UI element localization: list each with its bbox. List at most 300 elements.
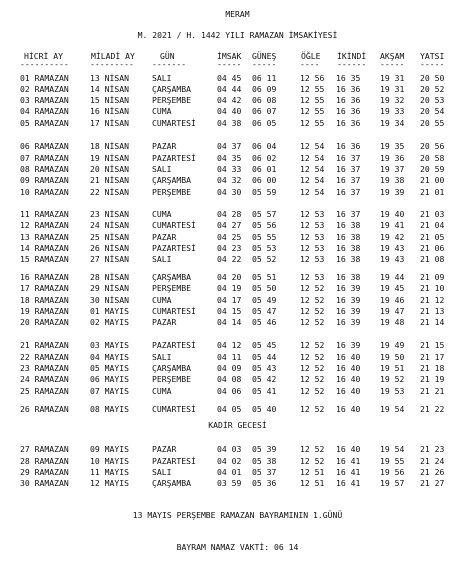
imsak-cell-part: 04 <box>217 467 227 477</box>
yatsi-cell <box>420 118 444 128</box>
imsak-cell-part: 33 <box>231 164 242 174</box>
gun-cell <box>152 106 172 116</box>
ikindi-cell-part: 41 <box>350 478 361 488</box>
gunes-cell-part: 51 <box>266 272 277 282</box>
aksam-cell-part: 19 <box>380 404 390 414</box>
yatsi-cell <box>420 404 444 414</box>
table-row <box>0 243 475 253</box>
aksam-cell-part: 54 <box>394 404 405 414</box>
miladi-cell <box>90 295 129 305</box>
miladi-cell <box>90 363 129 373</box>
imsak-cell-part: 20 <box>231 272 242 282</box>
ikindi-cell <box>336 444 360 454</box>
imsak-cell-part: 44 <box>231 84 242 94</box>
imsak-cell <box>217 386 241 396</box>
gunes-cell-part: 05 <box>266 118 277 128</box>
gunes-cell-part: 42 <box>266 374 277 384</box>
imsak-cell <box>217 243 241 253</box>
aksam-cell <box>380 243 404 253</box>
aksam-cell-part: 19 <box>380 232 390 242</box>
aksam-cell-part: 19 <box>380 306 390 316</box>
gun-cell-part: SALI <box>152 467 172 477</box>
ogle-cell-part: 12 <box>300 306 310 316</box>
gun-cell-part: CUMARTESİ <box>152 118 196 128</box>
ogle-cell-part: 56 <box>314 73 325 83</box>
table-row <box>0 209 475 219</box>
aksam-cell-part: 35 <box>394 141 405 151</box>
gunes-cell-part: 41 <box>266 386 277 396</box>
miladi-cell-part: 07 <box>90 386 100 396</box>
hicri-cell <box>20 363 69 373</box>
miladi-cell-part: MAYIS <box>104 352 129 362</box>
ikindi-cell-part: 39 <box>350 340 361 350</box>
gunes-cell <box>252 386 276 396</box>
miladi-cell <box>90 386 129 396</box>
table-row <box>0 467 475 477</box>
imsak-cell-part: 45 <box>231 73 242 83</box>
gun-cell-part: CUMA <box>152 295 172 305</box>
hicri-cell <box>20 317 69 327</box>
aksam-cell-part: 19 <box>380 363 390 373</box>
yatsi-cell-part: 10 <box>434 283 445 293</box>
imsak-cell-part: 04 <box>217 444 227 454</box>
hicri-cell-part: 23 <box>20 363 30 373</box>
aksam-cell <box>380 220 404 230</box>
yatsi-cell-part: 15 <box>434 340 445 350</box>
hicri-cell-part: 12 <box>20 220 30 230</box>
imsak-cell-part: 01 <box>231 467 242 477</box>
aksam-cell-part: 19 <box>380 272 390 282</box>
yatsi-cell-part: 21 <box>420 444 430 454</box>
hicri-cell-part: 03 <box>20 95 30 105</box>
hicri-cell-part: RAMAZAN <box>34 254 69 264</box>
aksam-cell-part: 52 <box>394 374 405 384</box>
aksam-cell-part: 57 <box>394 478 405 488</box>
ogle-cell-part: 52 <box>314 386 325 396</box>
hicri-cell-part: 26 <box>20 404 30 414</box>
hicri-cell-part: 09 <box>20 175 30 185</box>
aksam-cell-part: 19 <box>380 187 390 197</box>
gunes-cell-part: 56 <box>266 220 277 230</box>
miladi-cell-part: 12 <box>90 478 100 488</box>
aksam-cell-part: 19 <box>380 283 390 293</box>
gunes-cell <box>252 254 276 264</box>
gunes-cell-part: 45 <box>266 340 277 350</box>
aksam-cell-part: 55 <box>394 456 405 466</box>
ogle-cell-part: 53 <box>314 243 325 253</box>
ogle-cell <box>300 444 324 454</box>
aksam-cell-part: 46 <box>394 295 405 305</box>
aksam-cell <box>380 73 404 83</box>
ikindi-cell-part: 40 <box>350 404 361 414</box>
gun-cell-part: ÇARŞAMBA <box>152 363 191 373</box>
gun-cell <box>152 363 191 373</box>
ikindi-cell-part: 35 <box>350 73 361 83</box>
aksam-cell <box>380 444 404 454</box>
ikindi-cell <box>336 153 360 163</box>
imsak-cell-part: 15 <box>231 306 242 316</box>
hicri-cell-part: RAMAZAN <box>34 84 69 94</box>
gun-cell-part: SALI <box>152 352 172 362</box>
hicri-cell <box>20 306 69 316</box>
hicri-cell-part: RAMAZAN <box>34 73 69 83</box>
ogle-cell-part: 12 <box>300 340 310 350</box>
hicri-cell-part: RAMAZAN <box>34 478 69 488</box>
gunes-cell-part: 05 <box>252 220 262 230</box>
miladi-cell-part: 08 <box>90 404 100 414</box>
yatsi-cell-part: 26 <box>434 467 445 477</box>
imsak-cell-part: 04 <box>217 317 227 327</box>
gunes-cell-part: 39 <box>266 444 277 454</box>
yatsi-cell-part: 21 <box>420 209 430 219</box>
miladi-cell-part: 27 <box>90 254 100 264</box>
miladi-cell-part: MAYIS <box>104 317 129 327</box>
ikindi-cell-part: 40 <box>350 363 361 373</box>
ikindi-cell-part: 16 <box>336 456 346 466</box>
gun-cell-part: PAZAR <box>152 444 177 454</box>
yatsi-cell-part: 21 <box>420 478 430 488</box>
ogle-cell-part: 54 <box>314 141 325 151</box>
imsak-cell-part: 06 <box>231 386 242 396</box>
aksam-cell-part: 43 <box>394 254 405 264</box>
gun-cell-part: SALI <box>152 73 172 83</box>
miladi-cell-part: NİSAN <box>104 106 129 116</box>
ogle-cell <box>300 254 324 264</box>
hicri-cell-part: RAMAZAN <box>34 467 69 477</box>
yatsi-cell <box>420 374 444 384</box>
imsak-cell <box>217 404 241 414</box>
table-row <box>0 386 475 396</box>
aksam-cell <box>380 340 404 350</box>
imsak-cell <box>217 295 241 305</box>
miladi-cell-part: 14 <box>90 84 100 94</box>
hicri-cell <box>20 243 69 253</box>
yatsi-cell-part: 19 <box>434 374 445 384</box>
gun-cell <box>152 164 172 174</box>
hicri-cell-part: 18 <box>20 295 30 305</box>
aksam-cell <box>380 456 404 466</box>
ogle-cell <box>300 467 324 477</box>
table-row <box>0 478 475 488</box>
aksam-cell-part: 44 <box>394 272 405 282</box>
yatsi-cell-part: 03 <box>434 209 445 219</box>
imsak-cell-part: 04 <box>217 254 227 264</box>
imsak-cell <box>217 363 241 373</box>
gunes-cell-part: 06 <box>252 106 262 116</box>
gunes-cell-part: 44 <box>266 352 277 362</box>
ogle-cell-part: 52 <box>314 283 325 293</box>
ogle-cell-part: 12 <box>300 106 310 116</box>
yatsi-cell <box>420 386 444 396</box>
miladi-cell <box>90 467 129 477</box>
header-miladi: MİLADİ AY <box>91 51 135 61</box>
gunes-cell-part: 05 <box>252 363 262 373</box>
ogle-cell <box>300 187 324 197</box>
table-row <box>0 153 475 163</box>
aksam-cell <box>380 467 404 477</box>
miladi-cell <box>90 404 129 414</box>
ikindi-cell-part: 16 <box>336 220 346 230</box>
yatsi-cell-part: 20 <box>420 118 430 128</box>
gunes-cell-part: 00 <box>266 175 277 185</box>
ikindi-cell <box>336 306 360 316</box>
gunes-cell-part: 52 <box>266 254 277 264</box>
miladi-cell <box>90 352 129 362</box>
yatsi-cell-part: 21 <box>420 232 430 242</box>
gun-cell <box>152 295 172 305</box>
ogle-cell-part: 12 <box>300 232 310 242</box>
ikindi-cell-part: 39 <box>350 306 361 316</box>
gun-cell <box>152 306 196 316</box>
yatsi-cell-part: 06 <box>434 243 445 253</box>
aksam-cell <box>380 84 404 94</box>
yatsi-cell <box>420 352 444 362</box>
ogle-cell-part: 53 <box>314 232 325 242</box>
table-title: M. 2021 / H. 1442 YILI RAMAZAN İMSAKİYESİ <box>137 30 338 40</box>
ikindi-cell-part: 39 <box>350 295 361 305</box>
gunes-cell <box>252 106 276 116</box>
table-row <box>0 317 475 327</box>
ikindi-cell-part: 38 <box>350 272 361 282</box>
yatsi-cell-part: 18 <box>434 363 445 373</box>
gunes-cell-part: 40 <box>266 404 277 414</box>
gun-cell <box>152 220 196 230</box>
yatsi-cell <box>420 340 444 350</box>
hicri-cell-part: RAMAZAN <box>34 243 69 253</box>
gunes-cell <box>252 73 276 83</box>
yatsi-cell-part: 21 <box>420 467 430 477</box>
imsak-cell-part: 42 <box>231 95 242 105</box>
ogle-cell-part: 12 <box>300 84 310 94</box>
ikindi-cell <box>336 106 360 116</box>
ogle-cell-part: 54 <box>314 153 325 163</box>
ikindi-cell <box>336 456 360 466</box>
yatsi-cell <box>420 232 444 242</box>
ogle-cell <box>300 175 324 185</box>
aksam-cell-part: 38 <box>394 175 405 185</box>
gun-cell-part: PAZARTESİ <box>152 340 196 350</box>
ikindi-cell-part: 38 <box>350 243 361 253</box>
aksam-cell-part: 50 <box>394 352 405 362</box>
gunes-cell <box>252 295 276 305</box>
aksam-cell <box>380 374 404 384</box>
table-row <box>0 444 475 454</box>
imsak-cell-part: 04 <box>217 283 227 293</box>
gunes-cell-part: 36 <box>266 478 277 488</box>
ikindi-cell-part: 40 <box>350 444 361 454</box>
hicri-cell-part: RAMAZAN <box>34 209 69 219</box>
hicri-cell-part: 30 <box>20 478 30 488</box>
aksam-cell-part: 45 <box>394 283 405 293</box>
imsak-cell-part: 04 <box>217 404 227 414</box>
imsak-cell <box>217 306 241 316</box>
aksam-cell <box>380 175 404 185</box>
hicri-cell-part: 22 <box>20 352 30 362</box>
table-row <box>0 363 475 373</box>
gun-cell <box>152 444 176 454</box>
gun-cell-part: CUMARTESİ <box>152 306 196 316</box>
gun-cell-part: PERŞEMBE <box>152 187 191 197</box>
imsak-cell <box>217 272 241 282</box>
ogle-cell-part: 12 <box>300 456 310 466</box>
imsak-cell-part: 59 <box>231 478 242 488</box>
imsak-cell <box>217 220 241 230</box>
miladi-cell-part: NİSAN <box>104 232 129 242</box>
gunes-cell-part: 47 <box>266 306 277 316</box>
gunes-cell-part: 02 <box>266 153 277 163</box>
ogle-cell-part: 12 <box>300 220 310 230</box>
miladi-cell-part: NİSAN <box>104 187 129 197</box>
table-row <box>0 73 475 83</box>
aksam-cell-part: 40 <box>394 209 405 219</box>
ikindi-cell-part: 39 <box>350 283 361 293</box>
table-row <box>0 95 475 105</box>
yatsi-cell-part: 21 <box>420 272 430 282</box>
ogle-cell-part: 12 <box>300 243 310 253</box>
gunes-cell-part: 05 <box>252 283 262 293</box>
miladi-cell <box>90 272 129 282</box>
ogle-cell <box>300 84 324 94</box>
ogle-cell-part: 53 <box>314 209 325 219</box>
gunes-cell-part: 06 <box>252 175 262 185</box>
ikindi-cell-part: 37 <box>350 175 361 185</box>
gun-cell <box>152 272 191 282</box>
gun-cell-part: CUMARTESİ <box>152 220 196 230</box>
imsak-cell-part: 04 <box>217 340 227 350</box>
yatsi-cell-part: 21 <box>420 317 430 327</box>
hicri-cell-part: RAMAZAN <box>34 220 69 230</box>
hicri-cell-part: 02 <box>20 84 30 94</box>
imsak-cell <box>217 73 241 83</box>
ikindi-cell <box>336 187 360 197</box>
aksam-cell-part: 33 <box>394 106 405 116</box>
ikindi-cell-part: 40 <box>350 386 361 396</box>
ogle-cell-part: 55 <box>314 118 325 128</box>
ikindi-cell-part: 37 <box>350 187 361 197</box>
table-row <box>0 187 475 197</box>
hicri-cell-part: RAMAZAN <box>34 283 69 293</box>
gunes-cell-part: 06 <box>252 84 262 94</box>
yatsi-cell <box>420 95 444 105</box>
ogle-cell <box>300 209 324 219</box>
miladi-cell-part: 06 <box>90 374 100 384</box>
gunes-cell-part: 06 <box>252 95 262 105</box>
gun-cell <box>152 340 196 350</box>
aksam-cell-part: 19 <box>380 141 390 151</box>
miladi-cell <box>90 456 129 466</box>
hicri-cell-part: 07 <box>20 153 30 163</box>
imsak-cell-part: 04 <box>217 272 227 282</box>
ogle-cell <box>300 340 324 350</box>
miladi-cell-part: MAYIS <box>104 467 129 477</box>
miladi-cell-part: MAYIS <box>104 340 129 350</box>
imsak-cell-part: 04 <box>217 386 227 396</box>
yatsi-cell <box>420 295 444 305</box>
gun-cell <box>152 84 191 94</box>
imsak-cell <box>217 164 241 174</box>
yatsi-cell-part: 55 <box>434 118 445 128</box>
hicri-cell <box>20 232 69 242</box>
miladi-cell-part: NİSAN <box>104 84 129 94</box>
miladi-cell-part: MAYIS <box>104 444 129 454</box>
imsak-cell-part: 17 <box>231 295 242 305</box>
imsak-cell-part: 37 <box>231 141 242 151</box>
miladi-cell-part: 02 <box>90 317 100 327</box>
aksam-cell-part: 19 <box>380 254 390 264</box>
aksam-cell <box>380 232 404 242</box>
aksam-cell <box>380 306 404 316</box>
ogle-cell-part: 52 <box>314 456 325 466</box>
ikindi-cell-part: 16 <box>336 141 346 151</box>
ogle-cell-part: 12 <box>300 272 310 282</box>
hicri-cell <box>20 95 69 105</box>
ogle-cell-part: 12 <box>300 386 310 396</box>
yatsi-cell-part: 20 <box>420 164 430 174</box>
aksam-cell <box>380 187 404 197</box>
ikindi-cell <box>336 467 360 477</box>
gunes-cell <box>252 478 276 488</box>
ikindi-cell-part: 36 <box>350 141 361 151</box>
yatsi-cell <box>420 306 444 316</box>
gun-cell-part: ÇARŞAMBA <box>152 272 191 282</box>
aksam-cell-part: 19 <box>380 295 390 305</box>
yatsi-cell <box>420 209 444 219</box>
yatsi-cell-part: 21 <box>420 374 430 384</box>
ogle-cell-part: 12 <box>300 254 310 264</box>
hicri-cell <box>20 272 69 282</box>
imsak-cell <box>217 340 241 350</box>
imsak-cell-part: 30 <box>231 187 242 197</box>
ikindi-cell <box>336 243 360 253</box>
imsak-cell <box>217 444 241 454</box>
table-row <box>0 175 475 185</box>
ikindi-cell-part: 16 <box>336 106 346 116</box>
yatsi-cell <box>420 141 444 151</box>
miladi-cell-part: NİSAN <box>104 118 129 128</box>
imsak-cell <box>217 153 241 163</box>
hicri-cell-part: 14 <box>20 243 30 253</box>
ogle-cell-part: 52 <box>314 404 325 414</box>
hicri-cell <box>20 374 69 384</box>
aksam-cell-part: 19 <box>380 106 390 116</box>
miladi-cell-part: 05 <box>90 363 100 373</box>
ikindi-cell-part: 37 <box>350 209 361 219</box>
imsak-cell-part: 32 <box>231 175 242 185</box>
gunes-cell-part: 37 <box>266 467 277 477</box>
header-hicri: HİCRİ AY <box>24 51 63 61</box>
aksam-cell-part: 19 <box>380 209 390 219</box>
miladi-cell <box>90 106 129 116</box>
ikindi-cell <box>336 340 360 350</box>
imsak-cell-part: 04 <box>217 106 227 116</box>
gunes-cell <box>252 164 276 174</box>
table-row <box>0 272 475 282</box>
gunes-cell <box>252 220 276 230</box>
imsak-cell <box>217 175 241 185</box>
gun-cell <box>152 118 196 128</box>
gun-cell-part: SALI <box>152 164 172 174</box>
yatsi-cell-part: 21 <box>420 295 430 305</box>
ogle-cell-part: 12 <box>300 317 310 327</box>
aksam-cell-part: 31 <box>394 84 405 94</box>
gunes-cell-part: 05 <box>252 232 262 242</box>
ogle-cell <box>300 243 324 253</box>
yatsi-cell <box>420 444 444 454</box>
table-row <box>0 106 475 116</box>
table-row <box>0 164 475 174</box>
ikindi-cell <box>336 283 360 293</box>
ogle-cell-part: 52 <box>314 363 325 373</box>
